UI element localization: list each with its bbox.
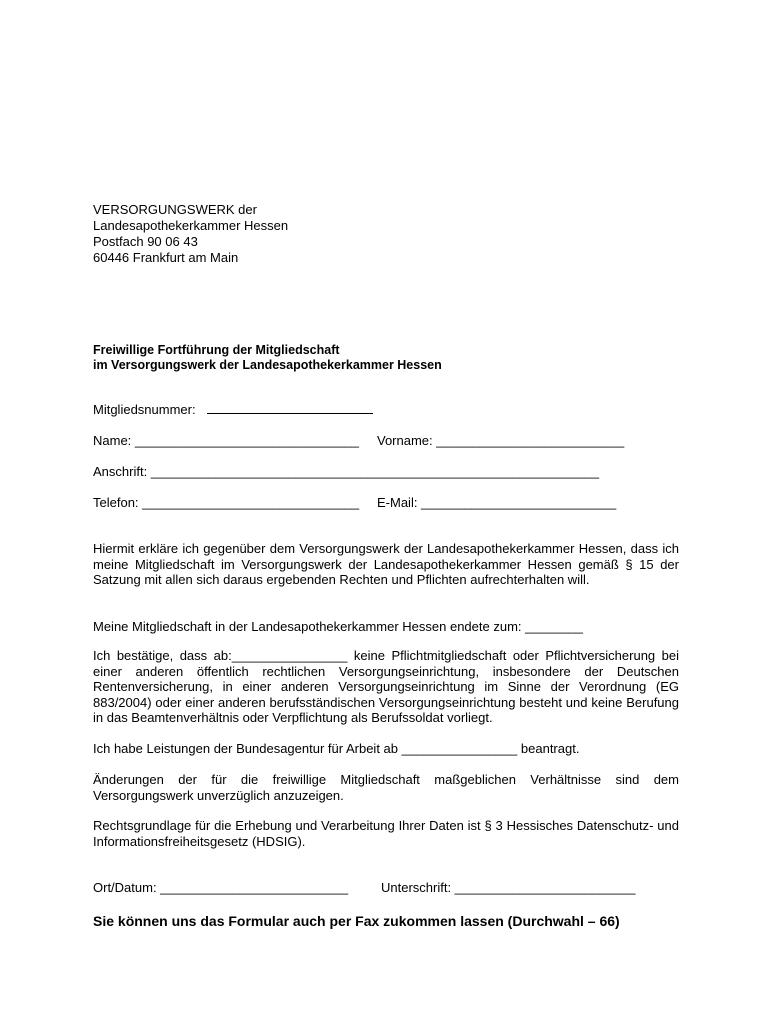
place-date-field[interactable]: Ort/Datum: __________________________ [93,880,349,895]
title-line-1: Freiwillige Fortführung der Mitgliedschaft [93,343,340,357]
signature-field[interactable]: Unterschrift: _________________________ [381,880,636,895]
phone-field[interactable]: Telefon: ______________________________ [93,495,360,510]
declaration-paragraph [93,541,679,588]
membership-end-text: Meine Mitgliedschaft in der Landesapothekerkammer Hessen endete zum: ________ [93,619,583,634]
benefits-paragraph [93,741,679,757]
address-line-1: VERSORGUNGSWERK der [93,202,257,217]
benefits-text: Ich habe Leistungen der Bundesagentur für Arbeit ab ________________ beantragt. [93,741,580,756]
name-field[interactable]: Name: _______________________________ [93,433,360,448]
recipient-address [93,202,288,266]
membership-end-paragraph [93,619,679,635]
changes-paragraph [93,772,679,803]
member-number-label: Mitgliedsnummer: [93,402,196,417]
address-line-4: 60446 Frankfurt am Main [93,250,239,265]
member-number-field[interactable] [207,402,373,414]
legal-basis-text: Rechtsgrundlage für die Erhebung und Verarbeitung Ihrer Daten ist § 3 Hessisches Datenschutz- und Informationsfreiheitsgesetz (HDSIG). [93,818,679,849]
address-field[interactable]: Anschrift: ______________________________________________________________ [93,464,600,479]
confirmation-text: Ich bestätige, dass ab:________________ keine Pflichtmitgliedschaft oder Pflichtversicherung bei einer anderen öffentlich rechtlichen Versorgungseinrichtung, insbesondere der Deutschen Rentenversicherung, in einer anderen Versorgungseinrichtung im Sinne der Verordnung (EG 883/2004) oder einer anderen berufsständischen Versorgungseinrichtung besteht und keine Berufung in das Beamtenverhältnis oder Verpflichtung als Berufssoldat vorliegt. [93,648,679,725]
declaration-text: Hiermit erkläre ich gegenüber dem Versorgungswerk der Landesapothekerkammer Hessen, dass ich meine Mitgliedschaft im Versorgungswerk der Landesapothekerkammer Hessen gemäß § 15 der Satzung mit allen sich daraus ergebenden Rechten und Pflichten aufrechterhalten will. [93,541,679,587]
firstname-field[interactable]: Vorname: __________________________ [377,433,625,448]
address-line-3: Postfach 90 06 43 [93,234,198,249]
fax-note: Sie können uns das Formular auch per Fax zukommen lassen (Durchwahl – 66) [93,913,620,929]
changes-text: Änderungen der für die freiwillige Mitgliedschaft maßgeblichen Verhältnisse sind dem Versorgungswerk unverzüglich anzuzeigen. [93,772,679,803]
email-field[interactable]: E-Mail: ___________________________ [377,495,617,510]
address-line-2: Landesapothekerkammer Hessen [93,218,289,233]
legal-basis-paragraph [93,818,679,849]
form-title [93,343,442,373]
member-number-row [93,402,373,418]
title-line-2: im Versorgungswerk der Landesapothekerkammer Hessen [93,358,442,372]
confirmation-paragraph [93,648,679,726]
